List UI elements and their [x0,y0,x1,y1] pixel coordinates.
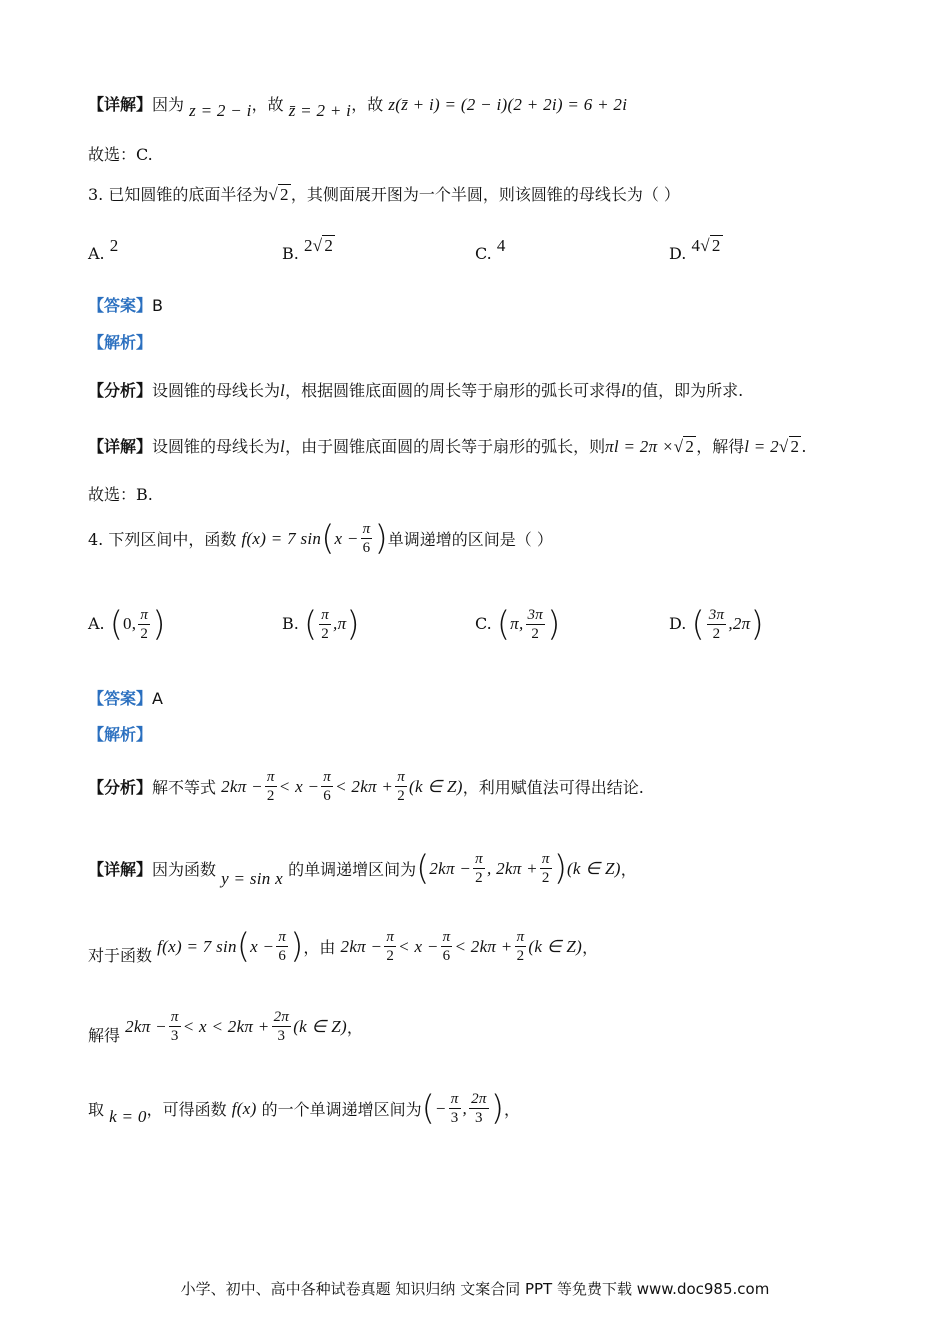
denominator: 2 [321,626,330,642]
math: (k ∈ Z) [293,1016,347,1036]
numerator: 2π [471,1091,487,1107]
math-product: z(z̄ + i) = (2 − i)(2 + 2i) = 6 + 2i [388,95,628,114]
text: ，可得函数 [146,1100,227,1119]
denominator: 6 [278,948,287,964]
numerator: π [442,929,451,945]
numerator: π [321,607,330,623]
math: 2kπ − [429,858,472,878]
math: x − [250,936,275,956]
page-footer: 小学、初中、高中各种试卷真题 知识归纳 文案合同 PPT 等免费下载 www.doc985.com [180,1280,770,1298]
numerator: 2π [273,1009,290,1025]
math-fx: f(x) = 7 sin [241,528,322,548]
answer-value: A [152,689,163,708]
option-value: 2√ 2 [303,236,334,255]
option-label: B. [282,244,299,263]
denominator: 2 [475,870,483,886]
denominator: 3 [450,1110,459,1126]
math: k = 0 [109,1106,147,1126]
denominator: 2 [531,626,540,642]
math: (k ∈ Z) [566,858,621,878]
radicand: 2 [324,236,334,255]
answer-value: B [152,296,163,315]
q4-option-b: B. ( $\frac{\pi}{2}$ ,π) [282,604,360,645]
text: 设圆锥的母线长为 [152,381,281,400]
q2-detail-line [88,92,628,120]
text: 取 [88,1100,105,1119]
denominator: 2 [712,626,721,642]
math-equation: πl = 2π × [605,437,674,456]
math: ,π [333,614,347,633]
q2-conclusion: 故选：C. [88,145,153,164]
option-label: D. [669,614,687,633]
numerator: π [541,851,550,867]
denominator: 2 [386,948,395,964]
numerator: 3π [527,607,544,623]
q3-fenxi [88,378,743,401]
q3-detail: 【详解】设圆锥的母线长为l，由于圆锥底面圆的周长等于扇形的弧长，则πl = 2π ×√ 2 ，解得l = 2√ 2 . [88,437,807,456]
numerator: π [450,1091,459,1107]
numerator: π [266,769,275,785]
option-value: 4 [496,236,506,255]
denominator: 6 [323,788,332,804]
option-label: C. [475,244,492,263]
text: ， [346,1018,363,1037]
q4-option-d: D. ( $\frac{3\pi}{2}$ ,2π) [669,604,764,645]
radicand: 2 [711,236,721,255]
denominator: 3 [277,1028,286,1044]
text: ，由于圆锥底面圆的周长等于扇形的弧长，则 [285,437,606,456]
denominator: 3 [170,1028,179,1044]
text: 单调递增的区间是（ ） [387,530,553,549]
text: ，利用赋值法可得出结论. [462,778,644,797]
text: 的值，即为所求. [626,381,744,400]
answer-tag: 【答案】 [88,296,153,315]
denominator: 2 [541,870,550,886]
q4-stem: 4. 下列区间中，函数 f(x) = 7 sin(x − $\frac{\pi}{6}$ )单调递增的区间是（ ） [88,518,553,559]
numerator: π [362,521,371,537]
math: ,2π [728,614,751,633]
numerator: π [516,929,525,945]
math: < x − [278,776,320,796]
q4-analysis-label: 【解析】 [88,725,153,744]
numerator: π [170,1009,179,1025]
math: , 2kπ + [486,858,538,878]
math-z: z = 2 − i [189,101,252,120]
option-label: A. [88,244,105,263]
math-zbar: z̄ = 2 + i [288,101,352,120]
text: 的一个单调递增区间为 [261,1100,422,1119]
text: ，根据圆锥底面圆的周长等于扇形的弧长可求得 [285,381,622,400]
math: < x < 2kπ + [182,1016,270,1036]
sqrt-2: √ 2 [268,185,289,204]
numerator: π [386,929,395,945]
text: ，由 [303,938,336,957]
math: − [434,1098,447,1118]
q3-answer [88,293,163,316]
text: 解得 [88,1026,121,1045]
q4-option-a: A. (0, $\frac{\pi}{2}$ ) [88,604,166,645]
var-l: l [280,381,286,400]
q3-stem [88,182,680,205]
radicand: 2 [790,437,800,456]
answer-tag: 【答案】 [88,689,153,708]
detail-tag: 【详解】 [88,437,153,456]
q4-detail-4: 取 k = 0，可得函数 f(x) 的一个单调递增区间为(− $\frac{\pi}{3}$ , $\frac{2\pi}{3}$ )， [88,1088,520,1129]
denominator: 2 [266,788,275,804]
var-l: l [621,381,627,400]
q3-analysis-label: 【解析】 [88,333,153,352]
math: 0, [123,614,137,633]
q4-option-c: C. (π, $\frac{3\pi}{2}$ ) [475,604,561,645]
option-label: C. [475,614,492,633]
coef: 2 [303,236,313,255]
var-l: l [280,437,286,456]
option-label: A. [88,614,105,633]
math: (k ∈ Z) [528,936,583,956]
math: < x − [398,936,439,956]
text: 对于函数 [88,946,153,965]
numerator: π [397,769,406,785]
detail-tag: 【详解】 [88,860,153,879]
numerator: 3π [708,607,725,623]
option-value: 4√ 2 [691,236,721,255]
text: 因为函数 [152,860,217,879]
text: ， [503,1100,520,1119]
text: 的单调递增区间为 [288,860,417,879]
q3-option-b [282,236,335,264]
math: (k ∈ Z) [409,776,463,796]
q3-option-d [669,236,723,264]
text: 因为 [152,95,185,114]
math-result: l = 2 [744,437,779,456]
math: f(x) [231,1098,257,1118]
denominator: 6 [442,948,451,964]
math: π, [510,614,524,633]
math: 2kπ − [125,1016,167,1036]
math: 2kπ − [221,776,263,796]
q3-option-c [475,236,506,264]
math: < 2kπ + [335,776,394,796]
detail-tag: 【详解】 [88,95,153,114]
text: 4. 下列区间中，函数 [88,530,237,549]
math: 2kπ − [340,936,383,956]
text: ，其侧面展开图为一个半圆，则该圆锥的母线长为（ ） [290,185,680,204]
q3-option-a [88,236,119,264]
text: ， [620,860,637,879]
fenxi-tag: 【分析】 [88,381,153,400]
math: f(x) = 7 sin [157,936,237,956]
coef: 4 [691,236,701,255]
text: ， [582,938,599,957]
option-label: D. [669,244,687,263]
q3-conclusion: 故选：B. [88,485,153,504]
q4-detail-3 [88,1008,363,1045]
numerator: π [323,769,332,785]
denominator: 6 [362,540,371,556]
q4-detail-1: 【详解】因为函数 y = sin x 的单调递增区间为(2kπ − $\frac{\pi}{2}$ , 2kπ + $\frac{\pi}{2}$ )(k ∈ Z)， [88,848,637,889]
text: 设圆锥的母线长为 [152,437,281,456]
fenxi-tag: 【分析】 [88,778,153,797]
radicand: 2 [280,185,289,204]
text: 3. 已知圆锥的底面半径为 [88,185,269,204]
text: ，故 [251,95,284,114]
math: y = sin x [221,868,283,888]
numerator: π [278,929,287,945]
radicand: 2 [685,437,695,456]
denominator: 2 [140,626,149,642]
denominator: 3 [475,1110,483,1126]
q4-fenxi [88,768,644,805]
option-value: 2 [109,236,119,255]
math: x − [334,528,359,548]
text: 解不等式 [152,778,217,797]
q4-answer [88,686,163,709]
numerator: π [140,607,149,623]
denominator: 2 [397,788,405,804]
math: , [462,1098,468,1118]
option-label: B. [282,614,299,633]
numerator: π [475,851,483,867]
text: ，解得 [696,437,745,456]
text: ，故 [351,95,384,114]
math: < 2kπ + [454,936,513,956]
q4-detail-2: 对于函数 f(x) = 7 sin(x − $\frac{\pi}{6}$ )，由 2kπ − $\frac{\pi}{2}$ < x − $\frac{\pi}{6}$ < 2kπ + $\frac{\pi}{2}$ (k ∈ Z)， [88,926,599,967]
text: . [801,437,807,456]
denominator: 2 [516,948,525,964]
